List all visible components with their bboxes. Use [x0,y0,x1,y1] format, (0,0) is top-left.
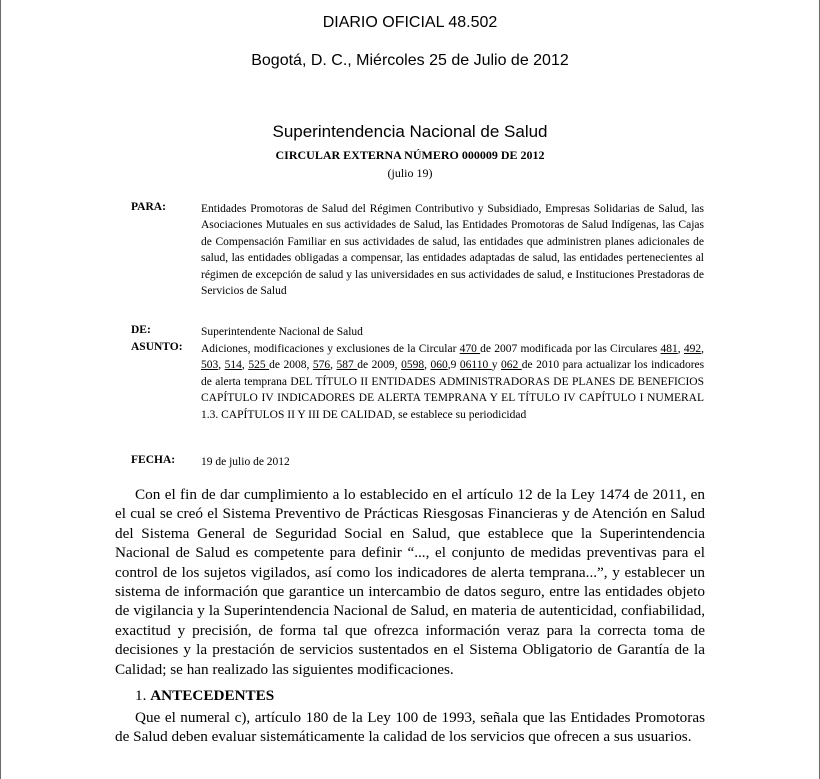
asunto-text-segment: , [701,343,705,355]
circular-link-06110[interactable]: 06110 [459,359,492,372]
circular-link-060[interactable]: 060 [430,359,448,372]
asunto-text-segment: y [491,359,501,372]
circular-date: (julio 19) [387,166,433,180]
asunto-text-segment: de 2010 para actualizar los indicadores de alerta temprana DEL TÍTULO II ENTIDADES ADMINISTRADORAS DE PLANES DE BENEFICIOS CAPÍTULO IV INDICADORES DE ALERTA TEMPRANA Y EL TÍTULO IV CAPÍTULO I NUMERAL 1.3. CAPÍTULOS II Y III DE CALIDAD, se establece su periodicidad [201,359,705,421]
antecedentes-paragraph: Que el numeral c), artículo 180 de la Ley 100 de 1993, señala que las Entidades Promotoras de Salud deben evaluar sistemáticamente la calidad de los servicios que ofrecen a sus usuarios. [115,709,705,746]
asunto-text-segment: de 2007 modificada por las Circulares [480,343,661,355]
asunto-text-segment: Adiciones, modificaciones y exclusiones de la Circular [201,343,460,355]
dateline: Bogotá, D. C., Miércoles 25 de Julio de 2012 [251,52,569,69]
circular-link-525[interactable]: 525 [248,359,270,372]
circular-link-481[interactable]: 481 [660,343,678,355]
section-heading [135,687,274,705]
gazette-header: DIARIO OFICIAL 48.502 [322,14,498,31]
asunto-text-segment: de 2008, [269,359,313,372]
asunto-text-segment: , [241,359,249,372]
circular-link-503[interactable]: 503 [201,359,219,372]
circular-link-514[interactable]: 514 [224,359,242,372]
asunto-text-segment: , [424,359,431,372]
asunto-text-segment: , [218,359,225,372]
agency-title: Superintendencia Nacional de Salud [272,122,548,141]
asunto-text-segment: de 2009, [357,359,402,372]
circular-link-576[interactable]: 576 [312,359,331,372]
asunto-text-segment: ,9 [447,359,460,372]
circular-link-492[interactable]: 492 [683,343,702,355]
asunto-text-segment: , [677,343,684,355]
body-paragraph: Con el fin de dar cumplimiento a lo establecido en el artículo 12 de la Ley 1474 de 2011, en el cual se creó el Sistema Preventivo de Prácticas Riesgosas Financieras y de Atención en Salud del Sistema General de Seguridad Social en Salud, que establece que la Superintendencia Nacional de Salud es competente para definir “..., el conjunto de medidas preventivas para el control de los sujetos vigilados, así como los indicadores de alerta temprana...”, y establecer un sistema de información que garantice un intercambio de datos seguro, entre las entidades objeto de vigilancia y la Superintendencia Nacional de Salud, en materia de autenticidad, confiabilidad, exactitud y precisión, de forma tal que ofrezca información veraz para la correcta toma de decisiones y la prestación de servicios sustentados en el Sistema Obligatorio de Garantía de la Calidad; se han realizado las siguientes modificaciones. [115,486,705,678]
de-label: DE: [131,324,151,336]
asunto-label: ASUNTO: [131,341,183,353]
section-title: ANTECEDENTES [150,687,275,704]
circular-title: CIRCULAR EXTERNA NÚMERO 000009 DE 2012 [275,148,545,162]
asunto-text-segment: , [330,359,337,372]
circular-link-0598[interactable]: 0598 [401,359,425,372]
circular-link-587[interactable]: 587 [336,359,358,372]
circular-link-062[interactable]: 062 [501,359,522,372]
section-number: 1. [135,687,151,704]
asunto-subject [201,341,704,423]
fecha-label: FECHA: [131,454,176,466]
para-label: PARA: [131,201,166,213]
de-sender: Superintendente Nacional de Salud [201,326,363,338]
circular-link-470[interactable]: 470 [459,343,481,355]
fecha-date: 19 de julio de 2012 [201,456,290,468]
para-recipients: Entidades Promotoras de Salud del Régimen Contributivo y Subsidiado, Empresas Solidarias de Salud, las Asociaciones Mutuales en sus actividades de Salud, las Entidades Promotoras de Salud Indígenas, las Cajas de Compensación Familiar en sus actividades de salud, las entidades que administren planes adicionales de salud, las entidades obligadas a compensar, las entidades adaptadas de salud, las entidades pertenecientes al régimen de excepción de salud y las universidades en sus actividades de salud, e Instituciones Prestadoras de Servicios de Salud [201,203,704,298]
